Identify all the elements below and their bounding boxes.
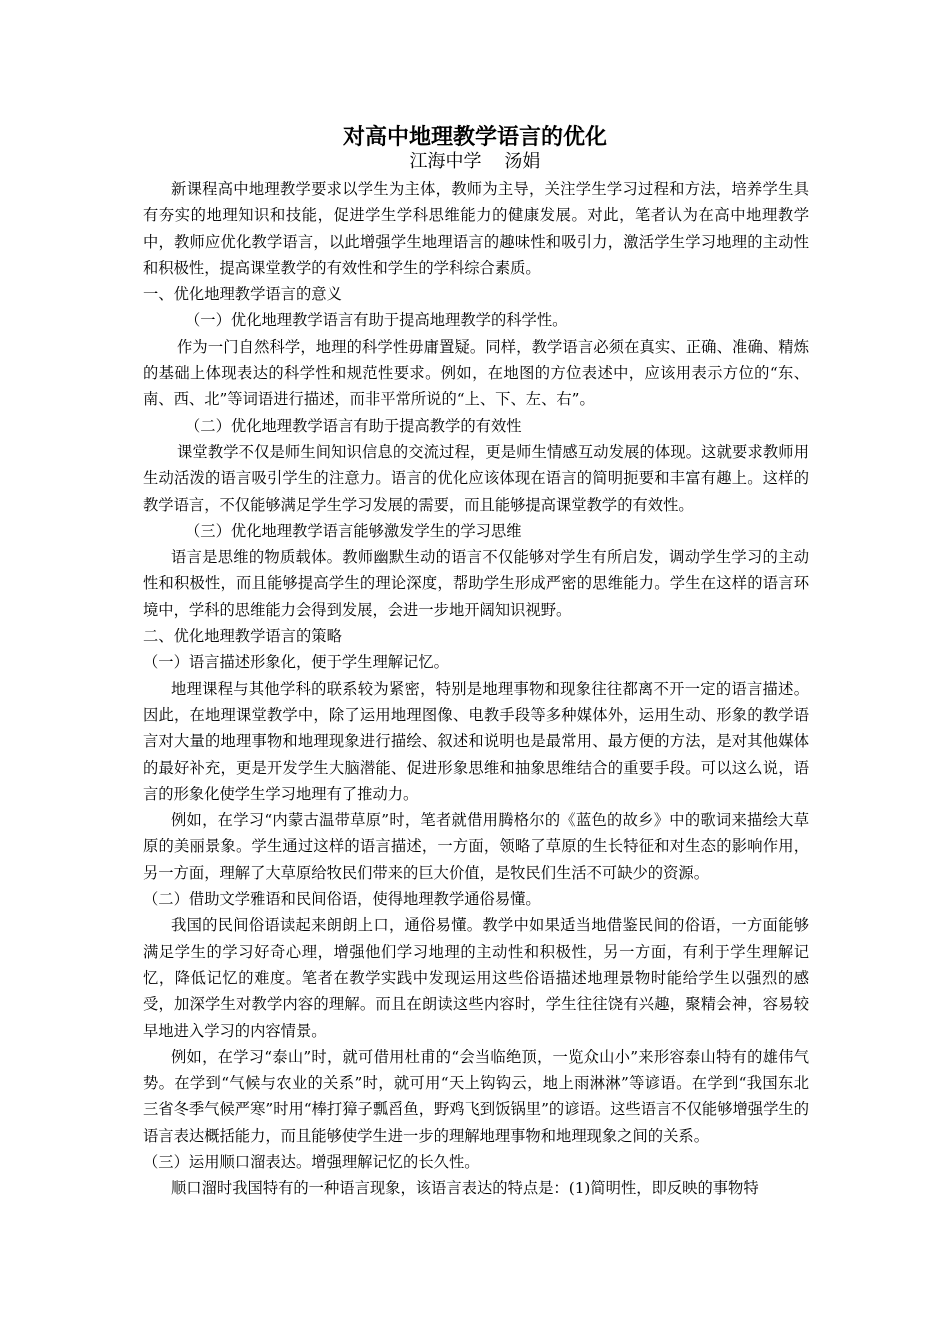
- subsection-heading: （一）优化地理教学语言有助于提高地理教学的科学性。: [185, 311, 568, 330]
- document-title: 对高中地理教学语言的优化: [342, 124, 607, 150]
- section-heading: 二、优化地理教学语言的策略: [143, 627, 342, 646]
- body-paragraph: 新课程高中地理教学要求以学生为主体，教师为主导，关注学生学习过程和方法，培养学生具有夯实的地理知识和技能，促进学生学科思维能力的健康发展。对此，笔者认为在高中地理教学中，教师应优化教学语言，以此增强学生地理语言的趣味性和吸引力，激活学生学习地理的主动性和积极性，提高课堂教学的有效性和学生的学科综合素质。: [143, 180, 809, 277]
- body-paragraph: 课堂教学不仅是师生间知识信息的交流过程，更是师生情感互动发展的体现。这就要求教师用生动活泼的语言吸引学生的注意力。语言的优化应该体现在语言的简明扼要和丰富有趣上。这样的教学语言，不仅能够满足学生学习发展的需要，而且能够提高课堂教学的有效性。: [143, 442, 809, 514]
- body-paragraph: 顺口溜时我国特有的一种语言现象，该语言表达的特点是：(1)简明性，即反映的事物特: [171, 1179, 759, 1198]
- body-paragraph: 地理课程与其他学科的联系较为紧密，特别是地理事物和现象往往都离不开一定的语言描述。因此，在地理课堂教学中，除了运用地理图像、电教手段等多种媒体外，运用生动、形象的教学语言对大量的地理事物和地理现象进行描绘、叙述和说明也是最常用、最方便的方法，是对其他媒体的最好补充，更是开发学生大脑潜能、促进形象思维和抽象思维结合的重要手段。可以这么说，语言的形象化使学生学习地理有了推动力。: [143, 679, 809, 803]
- subsection-heading: （三）运用顺口溜表达。增强理解记忆的长久性。: [143, 1152, 480, 1171]
- author-line: 江海中学 汤娟: [409, 151, 541, 172]
- subsection-heading: （一）语言描述形象化，便于学生理解记忆。: [143, 653, 449, 672]
- section-heading: 一、优化地理教学语言的意义: [143, 285, 342, 304]
- body-paragraph: 例如，在学习“内蒙古温带草原”时，笔者就借用腾格尔的《蓝色的故乡》中的歌词来描绘大草原的美丽景象。学生通过这样的语言描述，一方面，领略了草原的生长特征和对生态的影响作用，另一方面，理解了大草原给牧民们带来的巨大价值，是牧民们生活不可缺少的资源。: [143, 811, 809, 882]
- body-paragraph: 作为一门自然科学，地理的科学性毋庸置疑。同样，教学语言必须在真实、正确、准确、精炼的基础上体现表达的科学性和规范性要求。例如，在地图的方位表述中，应该用表示方位的“东、南、西、北”等词语进行描述，而非平常所说的“上、下、左、右”。: [143, 337, 809, 409]
- subsection-heading: （二）借助文学雅语和民间俗语，使得地理教学通俗易懂。: [143, 890, 541, 909]
- body-paragraph: 语言是思维的物质载体。教师幽默生动的语言不仅能够对学生有所启发，调动学生学习的主动性和积极性，而且能够提高学生的理论深度，帮助学生形成严密的思维能力。学生在这样的语言环境中，学科的思维能力会得到发展，会进一步地开阔知识视野。: [143, 548, 809, 619]
- subsection-heading: （二）优化地理教学语言有助于提高教学的有效性: [185, 416, 522, 435]
- document-body: [143, 176, 809, 1202]
- body-paragraph: 我国的民间俗语读起来朗朗上口，通俗易懂。教学中如果适当地借鉴民间的俗语，一方面能够满足学生的学习好奇心理，增强他们学习地理的主动性和积极性，另一方面，有利于学生理解记忆，降低记忆的难度。笔者在教学实践中发现运用这些俗语描述地理景物时能给学生以强烈的感受，加深学生对教学内容的理解。而且在朗读这些内容时，学生往往饶有兴趣，聚精会神，容易较早地进入学习的内容情景。: [143, 916, 809, 1040]
- subsection-heading: （三）优化地理教学语言能够激发学生的学习思维: [185, 521, 522, 540]
- body-paragraph: 例如，在学习“泰山”时，就可借用杜甫的“会当临绝顶，一览众山小”来形容泰山特有的雄伟气势。在学到“气候与农业的关系”时，就可用“天上钩钩云，地上雨淋淋”等谚语。在学到“我国东北三省冬季气候严寒”时用“棒打獐子瓢舀鱼，野鸡飞到饭锅里”的谚语。这些语言不仅能够增强学生的语言表达概括能力，而且能够使学生进一步的理解地理事物和地理现象之间的关系。: [143, 1047, 809, 1145]
